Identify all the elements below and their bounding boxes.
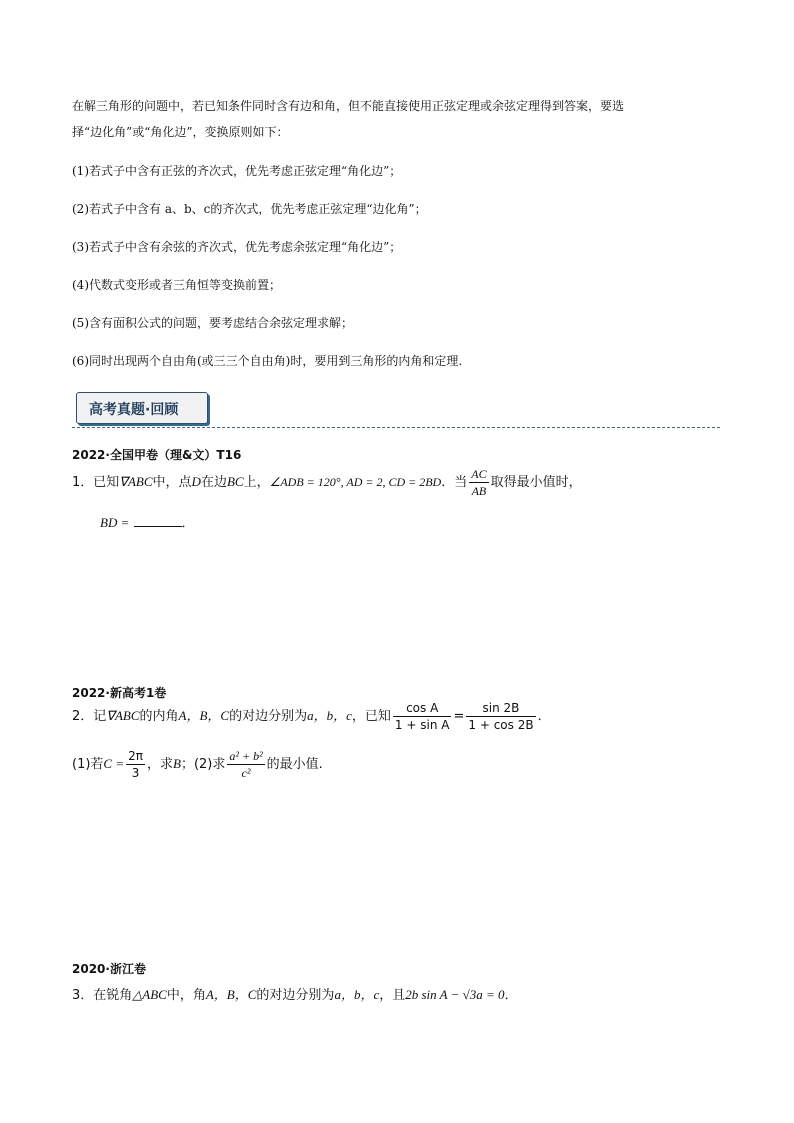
q2-fraction-c: $\frac{2\pi}{3}$ <box>128 749 143 780</box>
rule-2: (2)若式子中含有 a、b、c的齐次式，优先考虑正弦定理“边化角”； <box>72 202 427 216</box>
q2-fraction-2: $\frac{\sin 2B}{1 + \cos 2B}$ <box>468 701 534 732</box>
q1-fraction: $\frac{AC}{AB}$ <box>471 467 487 498</box>
section-divider <box>72 427 720 428</box>
rule-4: (4)代数式变形或者三角恒等变换前置； <box>72 278 281 292</box>
q2-fraction-1: $\frac{\text{cos A}}{\text{1 + sin A}}$ <box>394 701 450 732</box>
rule-1: (1)若式子中含有正弦的齐次式，优先考虑正弦定理“角化边”； <box>72 164 402 178</box>
section-banner-title: 高考真题·回顾 <box>89 402 179 418</box>
q1-answer-line: BD = ． <box>100 515 195 531</box>
q2-stem: 2．记∇ABC的内角A，B，C的对边分别为a，b，c，已知 $\frac{\text{cos A}}{\text{1 + sin A}}$ = $\frac{\sin 2B}{1 + \cos 2B}$ ． <box>72 701 551 732</box>
rule-6: (6)同时出现两个自由角(或三三个自由角)时，要用到三角形的内角和定理. <box>72 354 463 368</box>
q2-source: 2022·新高考1卷 <box>72 686 167 700</box>
q2-fraction-3: $\frac{\text{a² + b²}}{\text{c²}}$ <box>229 749 263 780</box>
q1-source: 2022·全国甲卷（理&文）T16 <box>72 448 242 462</box>
q3-stem: 3．在锐角△ABC中，角A，B，C的对边分别为a，b，c，且2b sin A − √3a = 0． <box>72 987 518 1003</box>
rule-5: (5)含有面积公式的问题，要考虑结合余弦定理求解； <box>72 316 354 330</box>
q3-source: 2020·浙江卷 <box>72 962 146 976</box>
rule-3: (3)若式子中含有余弦的齐次式，优先考虑余弦定理“角化边”； <box>72 240 402 254</box>
q2-parts: (1)若C = $\frac{2\pi}{3}$ ，求B；(2)求 $\frac{\text{a² + b²}}{\text{c²}}$ 的最小值. <box>72 749 323 780</box>
q1-stem: 1．已知∇ABC中，点D在边BC上，∠ADB = 120°, AD = 2, CD = 2BD．当 $\frac{AC}{AB}$ 取得最小值时， <box>72 467 582 498</box>
section-banner <box>76 392 208 424</box>
intro-line-2: 择“边化角”或“角化边”，变换原则如下： <box>72 125 289 139</box>
intro-line-1: 在解三角形的问题中，若已知条件同时含有边和角，但不能直接使用正弦定理或余弦定理得到答案，要选 <box>72 99 625 113</box>
answer-blank[interactable] <box>134 514 182 527</box>
intro-paragraph <box>72 96 724 142</box>
